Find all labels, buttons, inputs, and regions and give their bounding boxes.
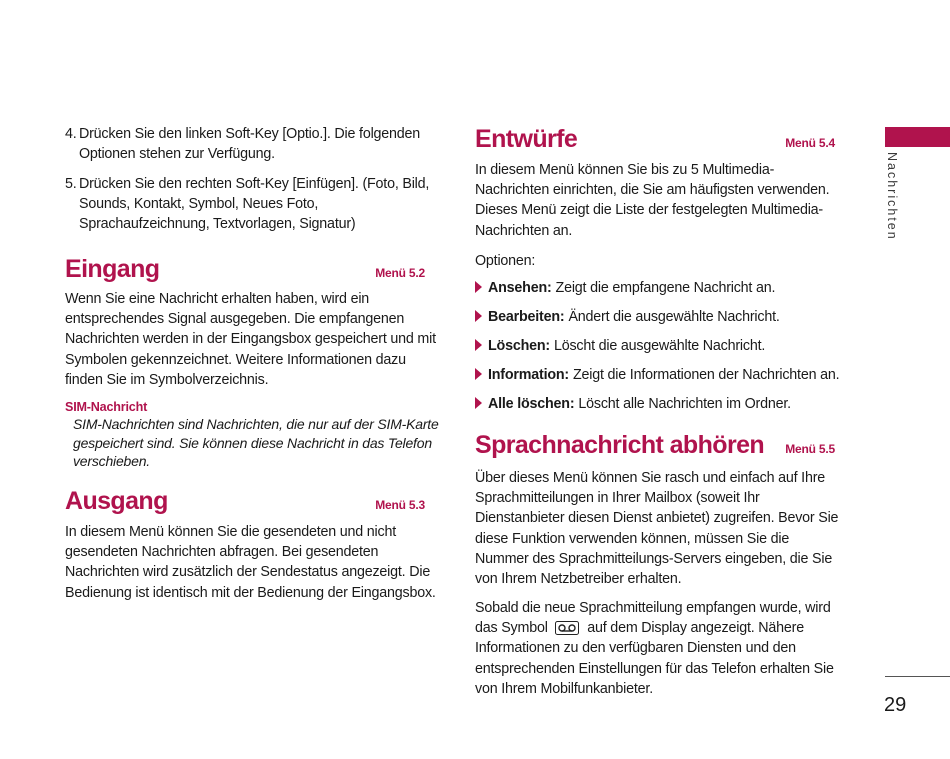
- option-text: Ändert die ausgewählte Nachricht.: [568, 308, 780, 325]
- step-5: [65, 174, 440, 235]
- option-text: Löscht alle Nachrichten im Ordner.: [578, 395, 791, 412]
- bullet-arrow-icon: [475, 397, 482, 409]
- bullet-arrow-icon: [475, 368, 482, 380]
- eingang-body: Wenn Sie eine Nachricht erhalten haben, wird ein entsprechendes Signal ausgegeben. Die empfangenen Nachrichten werden in der Eingangsbox gespeichert und mit Symbolen gekennzeichnet. Weitere Informationen dazu finden Sie im Symbolverzeichnis.: [65, 291, 436, 388]
- voicemail-icon: [555, 621, 579, 635]
- option-label: Alle löschen:: [488, 395, 575, 412]
- sim-nachricht-subheading: SIM-Nachricht: [65, 400, 148, 414]
- step-number: 5.: [65, 176, 77, 192]
- section-tab-marker: [885, 127, 950, 147]
- bullet-arrow-icon: [475, 310, 482, 322]
- option-ansehen: [475, 278, 775, 298]
- option-text: Zeigt die Informationen der Nachrichten an.: [573, 366, 840, 383]
- section-title: Eingang: [65, 255, 160, 283]
- option-text: Zeigt die empfangene Nachricht an.: [555, 279, 776, 296]
- step-4: [65, 124, 440, 164]
- section-title: Ausgang: [65, 487, 168, 515]
- body-text-before-icon: Sobald die neue Sprachmitteilung empfangen wurde, wird das Symbol: [475, 600, 831, 637]
- menu-number: Menü 5.2: [375, 266, 425, 280]
- option-label: Bearbeiten:: [488, 308, 565, 325]
- options-label: Optionen:: [475, 253, 536, 269]
- page-number-rule: [885, 676, 950, 677]
- step-number: 4.: [65, 126, 77, 142]
- section-side-label: Nachrichten: [885, 152, 899, 241]
- page-number: 29: [884, 694, 907, 716]
- bullet-arrow-icon: [475, 281, 482, 293]
- option-alle-loeschen: [475, 394, 791, 414]
- entwuerfe-body: In diesem Menü können Sie bis zu 5 Multimedia-Nachrichten einrichten, die Sie am häufigsten verwenden. Dieses Menü zeigt die Liste der festgelegten Multimedia-Nachrichten an.: [475, 162, 830, 239]
- option-label: Ansehen:: [488, 279, 552, 296]
- sprachnachricht-body-2: [475, 598, 843, 699]
- step-text: Drücken Sie den rechten Soft-Key [Einfügen]. (Foto, Bild, Sounds, Kontakt, Symbol, Neues Foto, Sprachaufzeichnung, Textvorlagen, Signatur): [79, 176, 430, 233]
- entwuerfe-heading: [475, 120, 835, 154]
- section-title: Entwürfe: [475, 125, 578, 153]
- sprachnachricht-body-1: Über dieses Menü können Sie rasch und einfach auf Ihre Sprachmitteilungen in Ihrer Mailbox (soweit Ihr Dienstanbieter diesen Dienst anbietet) zugreifen. Bevor Sie diese Funktion verwenden können, müssen Sie die Nummer des Sprachmitteilungs-Servers eingeben, die Sie von Ihrem Netzbetreiber erhalten.: [475, 470, 839, 588]
- menu-number: Menü 5.3: [375, 498, 425, 512]
- menu-number: Menü 5.5: [785, 442, 835, 456]
- option-label: Information:: [488, 366, 569, 383]
- option-information: [475, 365, 839, 385]
- step-text: Drücken Sie den linken Soft-Key [Optio.]. Die folgenden Optionen stehen zur Verfügung.: [79, 126, 421, 163]
- ausgang-body: In diesem Menü können Sie die gesendeten und nicht gesendeten Nachrichten abfragen. Bei gesendeten Nachrichten wird zusätzlich der Sendestatus angezeigt. Die Bedienung ist identisch mit der Bedienung der Eingangsbox.: [65, 524, 436, 601]
- option-bearbeiten: [475, 307, 780, 327]
- option-loeschen: [475, 336, 765, 356]
- option-label: Löschen:: [488, 337, 550, 354]
- section-title: Sprachnachricht abhören: [475, 431, 765, 459]
- menu-number: Menü 5.4: [785, 136, 835, 150]
- sprachnachricht-heading: [475, 426, 835, 460]
- bullet-arrow-icon: [475, 339, 482, 351]
- body-text-after-icon: auf dem Display angezeigt. Nähere Informationen zu den verfügbaren Diensten und den entsprechenden Einstellungen für das Telefon erhalten Sie von Ihrem Mobilfunkanbieter.: [475, 620, 834, 697]
- ausgang-heading: [65, 482, 425, 516]
- eingang-heading: [65, 250, 425, 284]
- option-text: Löscht die ausgewählte Nachricht.: [553, 337, 766, 354]
- sim-nachricht-text: SIM-Nachrichten sind Nachrichten, die nur auf der SIM-Karte gespeichert sind. Sie können diese Nachricht in das Telefon verschieben.: [73, 416, 439, 469]
